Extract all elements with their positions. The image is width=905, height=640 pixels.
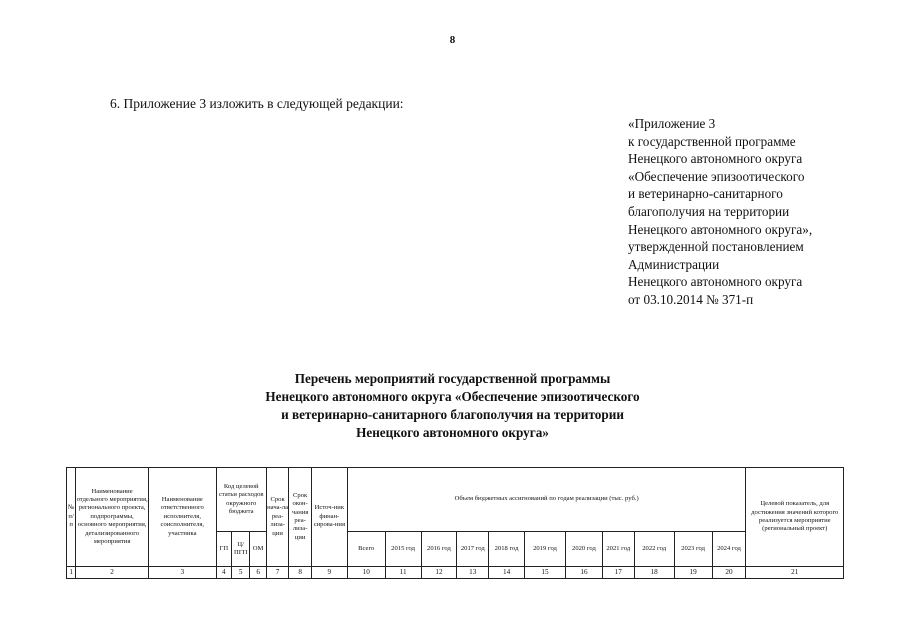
appendix-line: и ветеринарно-санитарного: [628, 186, 783, 202]
column-number: 17: [602, 567, 634, 579]
title-line: Ненецкого автономного округа «Обеспечение эпизоотического: [265, 389, 640, 404]
header-budget-allocations: Объем бюджетных ассигнований по годам реализации (тыс. руб.): [347, 468, 746, 532]
column-number: 20: [712, 567, 746, 579]
appendix-line: утвержденной постановлением: [628, 239, 804, 255]
header-budget-code: Код целевой статьи расходов окружного бюджета: [216, 468, 266, 532]
subheader-year: 2018 год: [489, 532, 525, 567]
subheader-year: 2021 год: [602, 532, 634, 567]
column-number: 7: [266, 567, 289, 579]
page-number: 8: [449, 34, 456, 46]
column-number: 6: [250, 567, 266, 579]
subheader-year: 2022 год: [634, 532, 674, 567]
subheader-total: Всего: [347, 532, 385, 567]
header-start-date: Срок нача-ла реа-лиза-ции: [266, 468, 289, 567]
appendix-line: «Приложение 3: [628, 116, 716, 131]
appendix-line: Ненецкого автономного округа: [628, 274, 803, 290]
header-number: № п/п: [67, 468, 76, 567]
header-funding-source: Источ-ник финан-сирова-ния: [311, 468, 347, 567]
subheader-year: 2015 год: [385, 532, 421, 567]
column-number: 13: [457, 567, 489, 579]
header-end-date: Срок окон-чания реа-лиза-ции: [289, 468, 312, 567]
column-number: 19: [674, 567, 712, 579]
column-number: 11: [385, 567, 421, 579]
column-number: 14: [489, 567, 525, 579]
appendix-line: от 03.10.2014 № 371-п: [628, 291, 754, 307]
column-number: 8: [289, 567, 312, 579]
subheader-year: 2017 год: [457, 532, 489, 567]
header-responsible: Наименование ответственного исполнителя, соисполнителя, участника: [148, 468, 216, 567]
column-number: 16: [566, 567, 603, 579]
column-number: 21: [746, 567, 844, 579]
appendix-note: [628, 115, 812, 309]
document-title: [0, 370, 905, 442]
appendix-line: Администрации: [628, 256, 720, 272]
subheader-year: 2023 год: [674, 532, 712, 567]
column-number: 3: [148, 567, 216, 579]
header-row: [67, 468, 844, 532]
column-number: 1: [67, 567, 76, 579]
column-number: 12: [421, 567, 457, 579]
subheader-pgp: Ц/ПГП: [231, 532, 249, 567]
column-number: 10: [347, 567, 385, 579]
appendix-line: Ненецкого автономного округа»,: [628, 221, 813, 237]
measures-table: [66, 467, 844, 579]
column-number-row: [67, 567, 844, 579]
subheader-year: 2020 год: [566, 532, 603, 567]
appendix-line: Ненецкого автономного округа: [628, 151, 803, 167]
column-number: 15: [525, 567, 566, 579]
subheader-year: 2019 год: [525, 532, 566, 567]
column-number: 5: [231, 567, 249, 579]
paragraph-text: 6. Приложение 3 изложить в следующей редакции:: [110, 96, 404, 111]
column-number: 18: [634, 567, 674, 579]
title-line: Ненецкого автономного округа»: [356, 425, 549, 440]
column-number: 4: [216, 567, 231, 579]
title-line: и ветеринарно-санитарного благополучия на территории: [281, 407, 624, 422]
column-number: 2: [76, 567, 149, 579]
appendix-line: к государственной программе: [628, 133, 796, 149]
column-number: 9: [311, 567, 347, 579]
title-line: Перечень мероприятий государственной программы: [294, 371, 611, 386]
subheader-om: ОМ: [250, 532, 266, 567]
subheader-year: 2024 год: [712, 532, 746, 567]
header-target-indicator: Целевой показатель, для достижения значений которого реализуется мероприятие (региональный проект): [746, 468, 844, 567]
appendix-line: благополучия на территории: [628, 203, 790, 219]
header-measure-name: Наименование отдельного мероприятия, регионального проекта, подпрограммы, основного мероприятия, детализированного мероприятия: [76, 468, 149, 567]
subheader-year: 2016 год: [421, 532, 457, 567]
appendix-line: «Обеспечение эпизоотического: [628, 168, 805, 184]
subheader-gp: ГП: [216, 532, 231, 567]
